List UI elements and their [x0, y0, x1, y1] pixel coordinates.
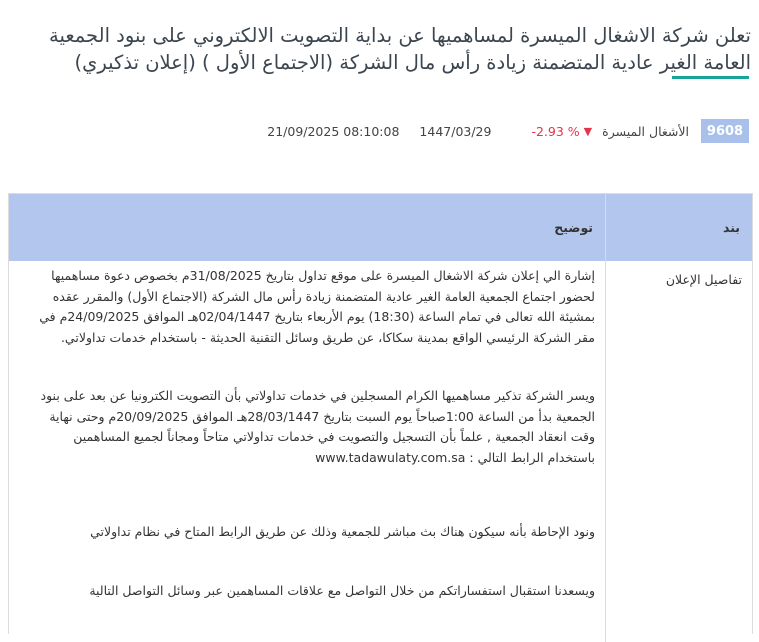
paragraph: ونود الإحاطة بأنه سيكون هناك بث مباشر للجمعية وذلك عن طريق الرابط المتاح في نظام تداولاتي — [90, 524, 595, 539]
price-change — [531, 124, 592, 139]
row-description — [9, 261, 606, 642]
row-band-label: تفاصيل الإعلان — [606, 261, 753, 642]
hijri-date: 1447/03/29 — [419, 123, 492, 139]
header-band: بند — [606, 194, 753, 261]
company-name[interactable]: الأشغال الميسرة — [602, 123, 689, 139]
paragraph: ويسعدنا استقبال استفساراتكم من خلال التواصل مع علاقات المساهمين عبر وسائل التواصل التالية — [89, 582, 595, 598]
stock-code-badge[interactable]: 9608 — [701, 119, 749, 143]
paragraph: ويسر الشركة تذكير مساهميها الكرام المسجلين في خدمات تداولاتي بأن التصويت الكترونيا عن بعد على بنود الجمعية بدأ من الساعة 1:00صباحاً يوم السبت بتاريخ 28/03/1447هـ الموافق 20/09/2025م وحتى نهاية وقت انعقاد الجمعية , علماً بأن التسجيل والتصويت في خدمات تداولاتي متاحاً ومجاناً لجميع المساهمين باستخدام الرابط التالي : www.tadawulaty.com.sa — [40, 388, 595, 465]
announcement-table — [8, 193, 753, 634]
change-percent: -2.93 % — [531, 123, 580, 139]
paragraph: إشارة الي إعلان شركة الاشغال الميسرة على موقع تداول بتاريخ 31/08/2025م بخصوص دعوة مساهميها لحضور اجتماع الجمعية العامة الغير عادية المتضمنة زيادة رأس مال الشركة (الاجتماع الأول) والمقرر عقده بمشيئة الله تعالى في تمام الساعة (18:30) يوم الأربعاء بتاريخ 02/04/1447هـ الموافق 24/09/2025م في مقر الشركة الرئيسي الواقع بمدينة سكاكا، عن طريق وسائل التقنية الحديثة - باستخدام خدمات تداولاتي. — [39, 268, 595, 345]
header-description: توضيح — [9, 194, 606, 261]
page-title: تعلن شركة الاشغال الميسرة لمساهميها عن بداية التصويت الالكتروني على بنود الجمعية العامة الغير عادية المتضمنة زيادة رأس مال الشركة (الاجتماع الأول ) (إعلان تذكيري) — [49, 24, 751, 74]
down-triangle-icon: ▼ — [583, 124, 593, 138]
stock-info-bar — [267, 119, 749, 143]
announcement-datetime: 21/09/2025 08:10:08 — [267, 123, 400, 139]
title-underline — [672, 76, 749, 79]
table-row — [9, 261, 752, 642]
